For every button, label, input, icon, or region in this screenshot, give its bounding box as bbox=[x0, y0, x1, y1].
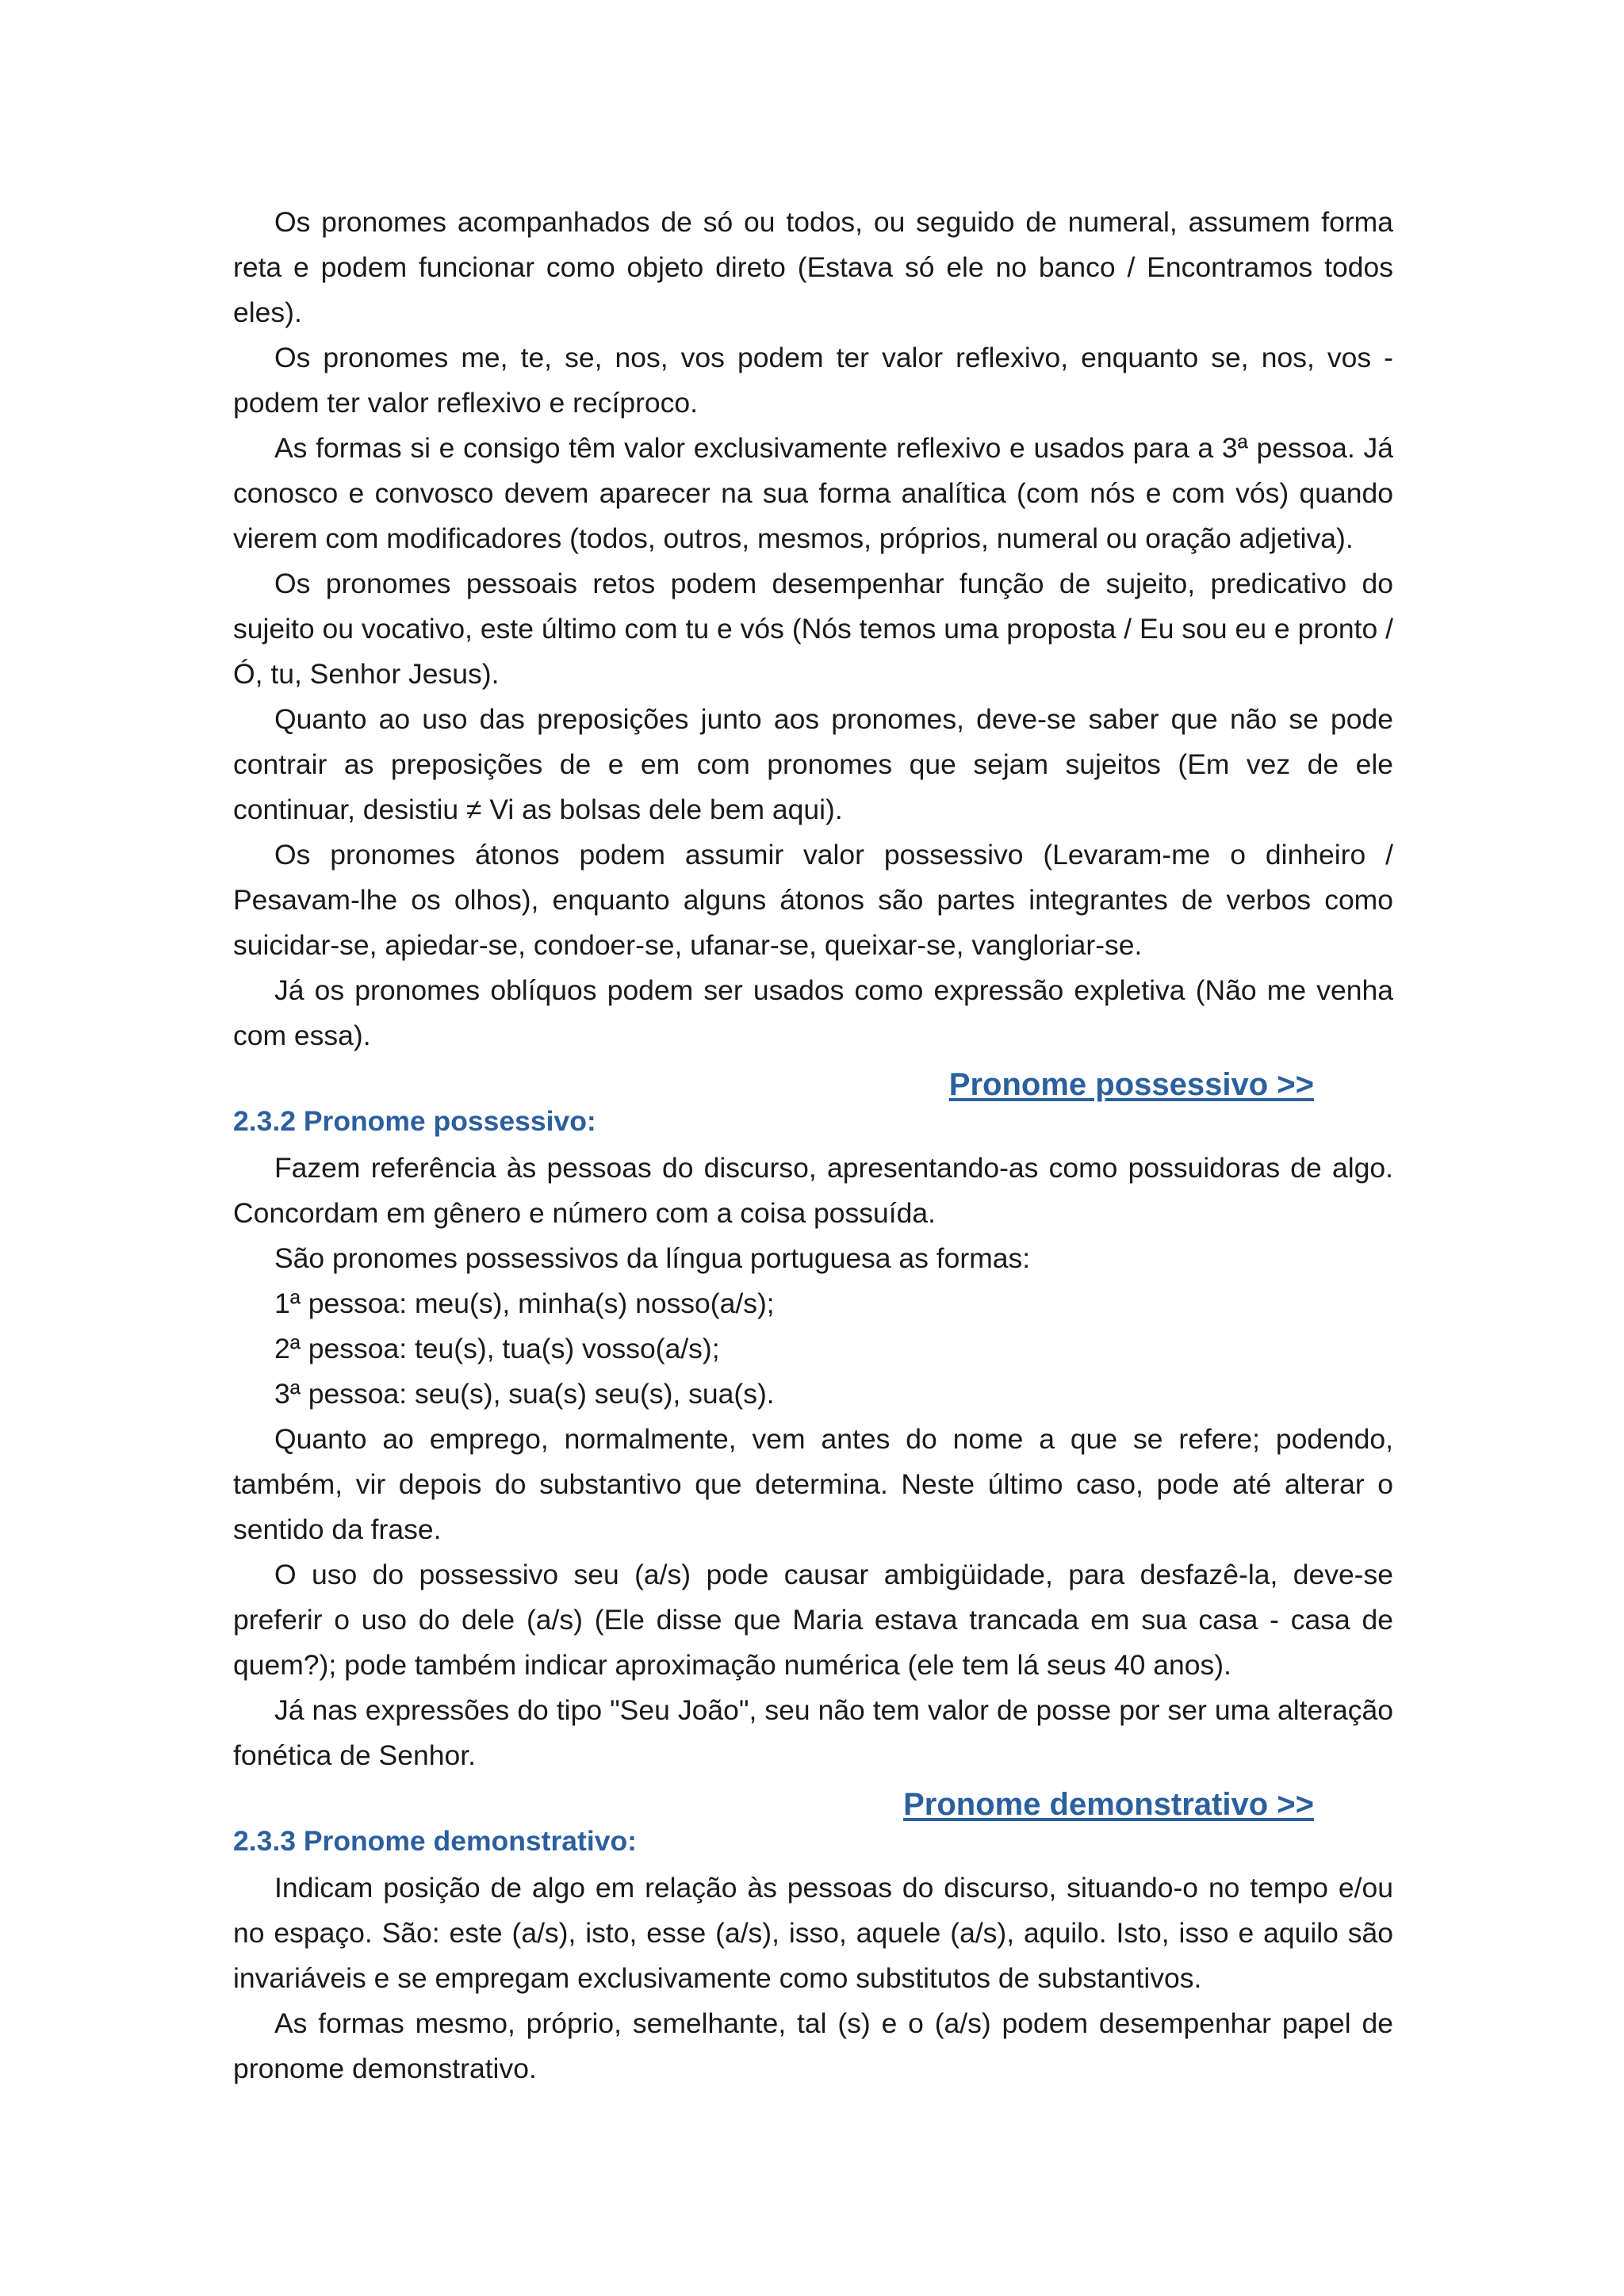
pronome-demonstrativo-link[interactable]: Pronome demonstrativo >> bbox=[903, 1787, 1314, 1822]
paragraph: O uso do possessivo seu (a/s) pode causar ambigüidade, para desfazê-la, deve-se preferir o uso do dele (a/s) (Ele disse que Maria estava trancada em sua casa - casa de quem?); pode também indicar aproximação numérica (ele tem lá seus 40 anos). bbox=[233, 1559, 1393, 1681]
paragraph: Fazem referência às pessoas do discurso, apresentando-as como possuidoras de algo. Concordam em gênero e número com a coisa possuída. bbox=[233, 1152, 1393, 1229]
paragraph: Quanto ao uso das preposições junto aos pronomes, deve-se saber que não se pode contrair as preposições de e em com pronomes que sejam sujeitos (Em vez de ele continuar, desistiu ≠ Vi as bolsas dele bem aqui). bbox=[233, 703, 1393, 825]
paragraph: Os pronomes átonos podem assumir valor possessivo (Levaram-me o dinheiro / Pesavam-lhe os olhos), enquanto alguns átonos são partes integrantes de verbos como suicidar-se, apiedar-se, condoer-se, ufanar-se, queixar-se, vangloriar-se. bbox=[233, 839, 1393, 961]
paragraph: Os pronomes me, te, se, nos, vos podem ter valor reflexivo, enquanto se, nos, vos - podem ter valor reflexivo e recíproco. bbox=[233, 342, 1393, 419]
paragraph: Os pronomes acompanhados de só ou todos, ou seguido de numeral, assumem forma reta e podem funcionar como objeto direto (Estava só ele no banco / Encontramos todos eles). bbox=[233, 206, 1393, 328]
list-item: 1ª pessoa: meu(s), minha(s) nosso(a/s); bbox=[274, 1288, 775, 1319]
paragraph: São pronomes possessivos da língua portuguesa as formas: bbox=[274, 1242, 1031, 1274]
section-heading-possessivo: 2.3.2 Pronome possessivo: bbox=[233, 1105, 596, 1137]
pronome-possessivo-link[interactable]: Pronome possessivo >> bbox=[948, 1067, 1314, 1102]
section-heading-demonstrativo: 2.3.3 Pronome demonstrativo: bbox=[233, 1825, 637, 1857]
document-page bbox=[233, 200, 1393, 2091]
paragraph: Os pronomes pessoais retos podem desempenhar função de sujeito, predicativo do sujeito ou vocativo, este último com tu e vós (Nós temos uma proposta / Eu sou eu e pronto / Ó, tu, Senhor Jesus). bbox=[233, 568, 1393, 690]
paragraph: Já nas expressões do tipo "Seu João", seu não tem valor de posse por ser uma alteração fonética de Senhor. bbox=[233, 1694, 1393, 1771]
paragraph: Indicam posição de algo em relação às pessoas do discurso, situando-o no tempo e/ou no espaço. São: este (a/s), isto, esse (a/s), isso, aquele (a/s), aquilo. Isto, isso e aquilo são invariáveis e se empregam exclusivamente como substitutos de substantivos. bbox=[233, 1872, 1393, 1994]
list-item: 2ª pessoa: teu(s), tua(s) vosso(a/s); bbox=[274, 1333, 720, 1364]
paragraph: Quanto ao emprego, normalmente, vem antes do nome a que se refere; podendo, também, vir depois do substantivo que determina. Neste último caso, pode até alterar o sentido da frase. bbox=[233, 1423, 1393, 1545]
paragraph: As formas mesmo, próprio, semelhante, tal (s) e o (a/s) podem desempenhar papel de pronome demonstrativo. bbox=[233, 2007, 1393, 2084]
paragraph: Já os pronomes oblíquos podem ser usados como expressão expletiva (Não me venha com essa). bbox=[233, 974, 1393, 1051]
list-item: 3ª pessoa: seu(s), sua(s) seu(s), sua(s). bbox=[274, 1378, 775, 1410]
paragraph: As formas si e consigo têm valor exclusivamente reflexivo e usados para a 3ª pessoa. Já conosco e convosco devem aparecer na sua forma analítica (com nós e com vós) quando vierem com modificadores (todos, outros, mesmos, próprios, numeral ou oração adjetiva). bbox=[233, 432, 1393, 554]
